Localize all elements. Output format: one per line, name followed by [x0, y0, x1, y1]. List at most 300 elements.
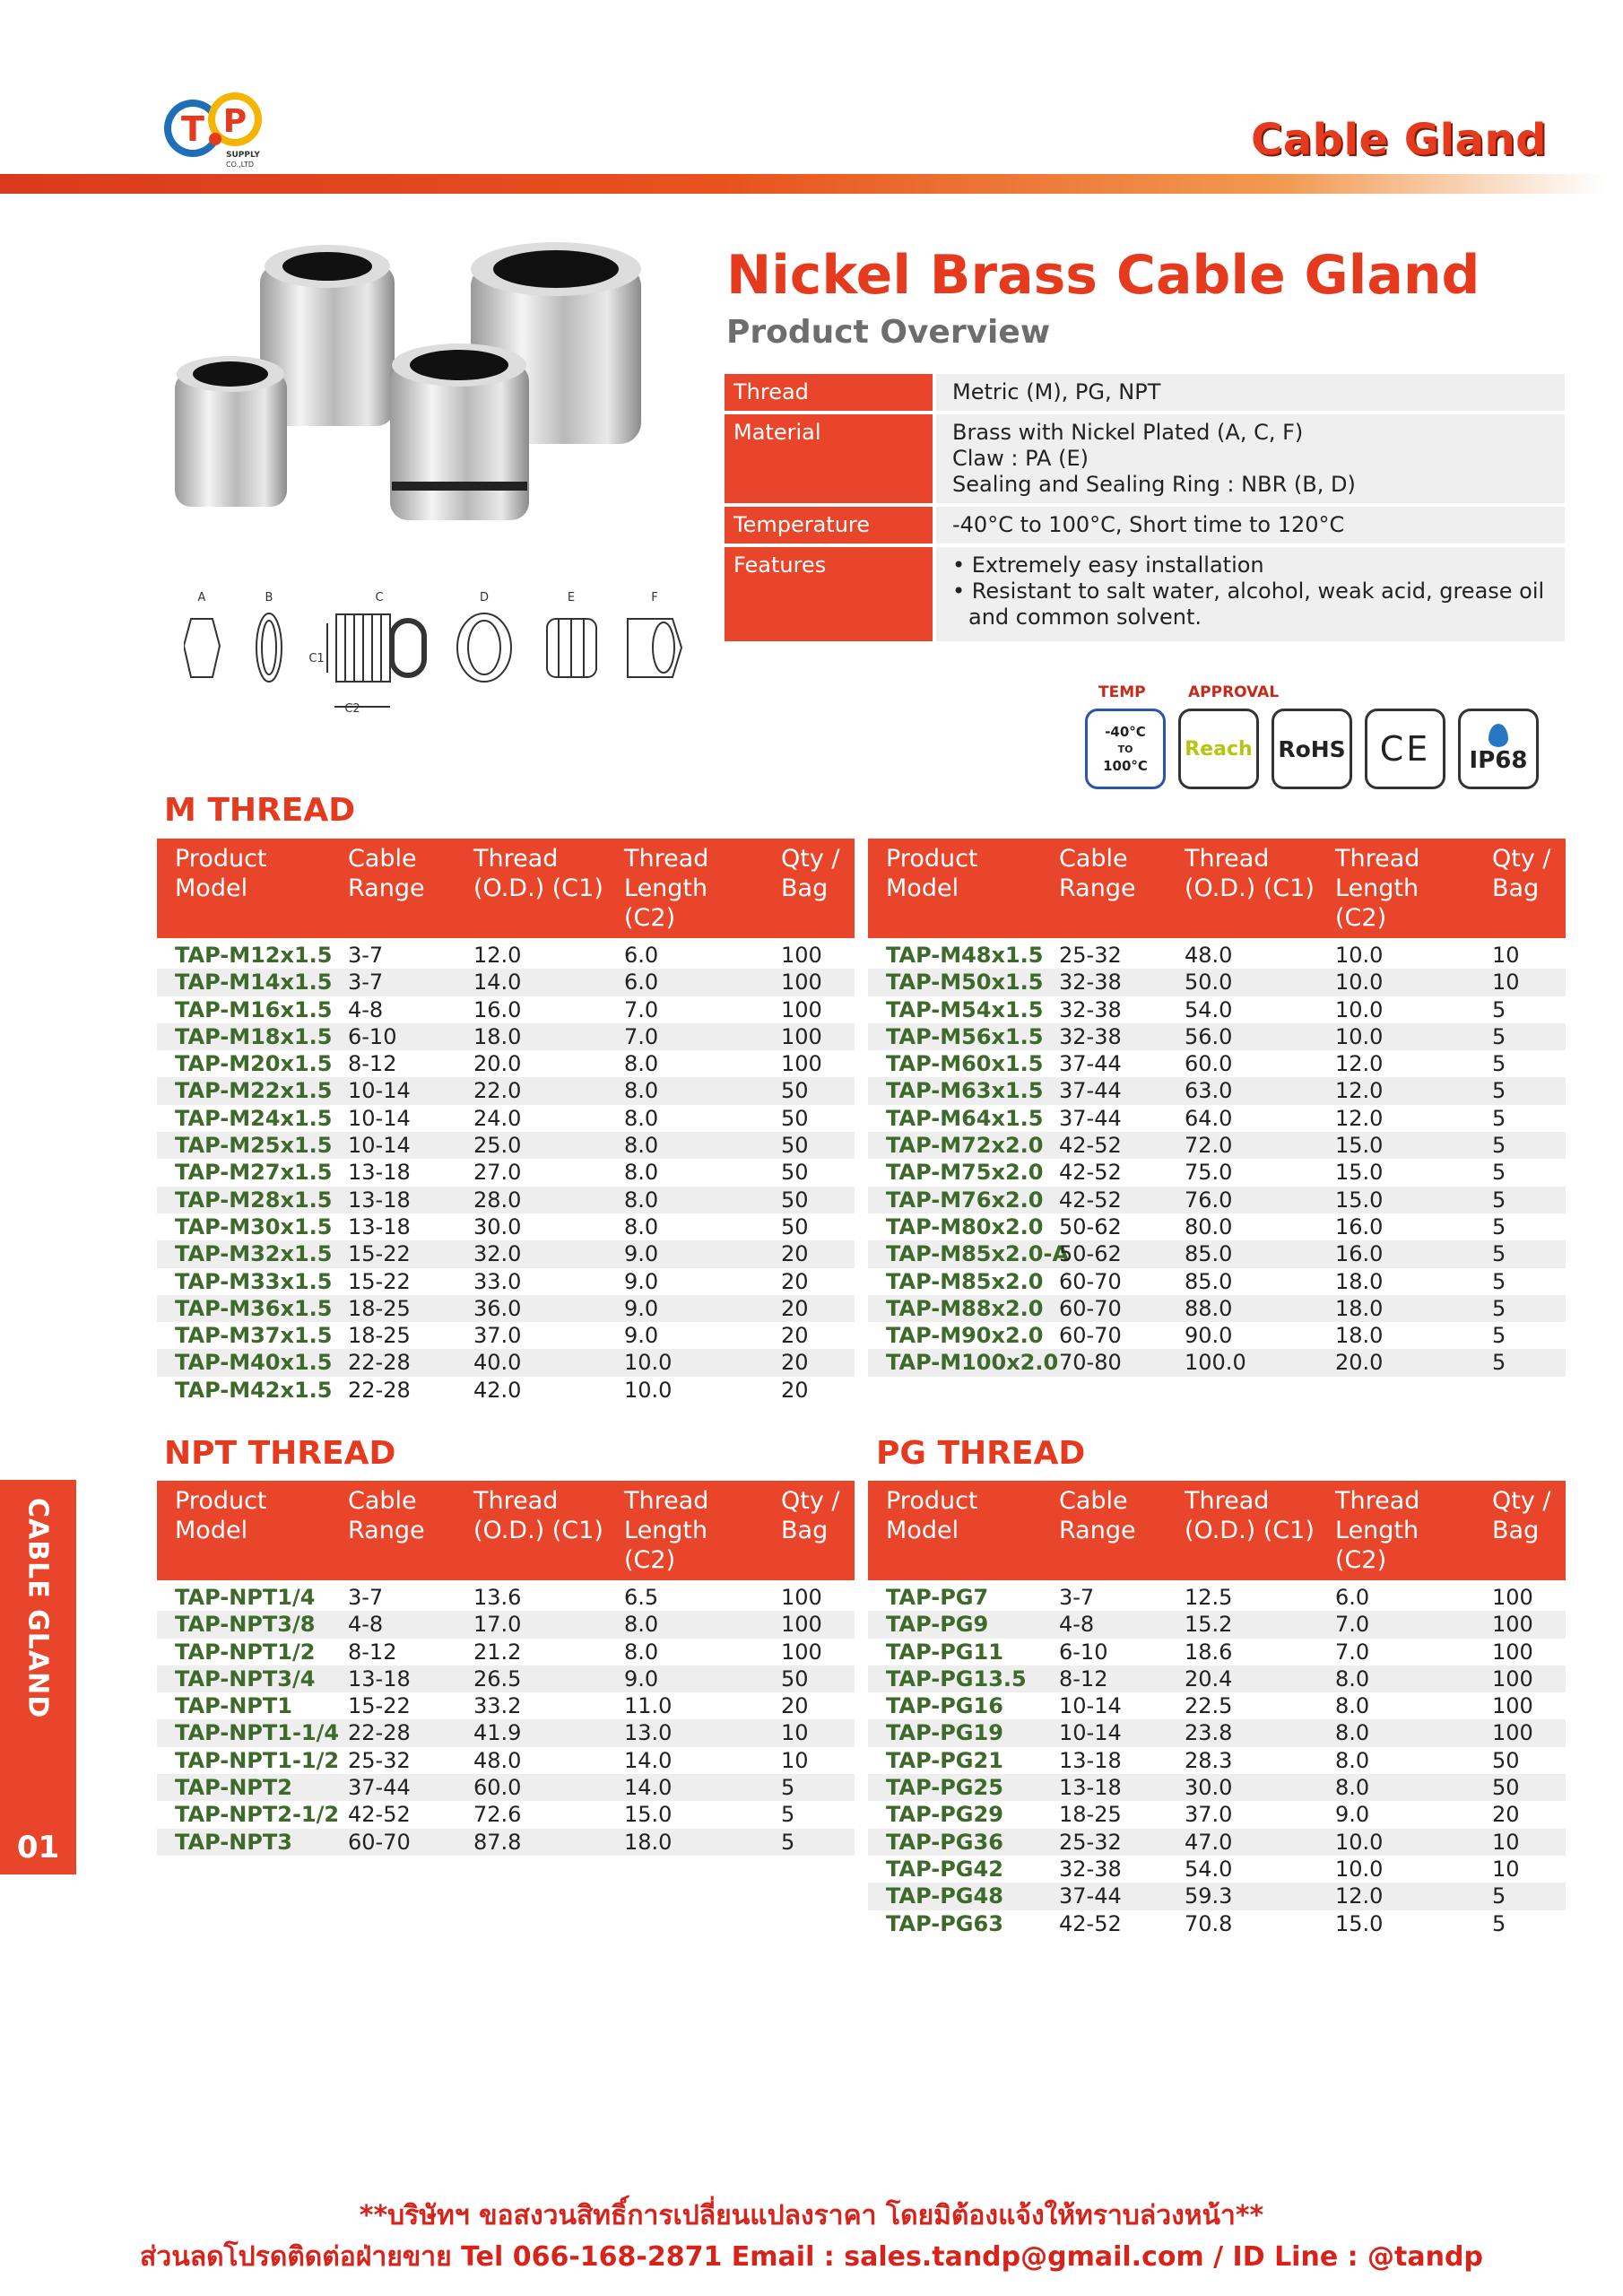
- spec-cell: 25.0: [456, 1132, 606, 1159]
- product-model-cell: TAP-M64x1.5: [868, 1105, 1041, 1132]
- product-model-cell: TAP-M63x1.5: [868, 1077, 1041, 1104]
- table-row: [868, 1159, 1566, 1186]
- product-model-cell: TAP-PG9: [868, 1611, 1041, 1638]
- spec-cell: 24.0: [456, 1105, 606, 1132]
- column-header: Thread (O.D.) (C1): [456, 1481, 606, 1580]
- diagram-label-d: D: [479, 591, 490, 604]
- table-row: [157, 1801, 855, 1828]
- product-model-cell: TAP-M85x2.0-A: [868, 1240, 1041, 1267]
- table-row: [157, 996, 855, 1023]
- ip68-badge: IP68: [1458, 709, 1539, 789]
- spec-cell: 8.0: [606, 1639, 763, 1665]
- table-row: [157, 1050, 855, 1077]
- product-model-cell: TAP-NPT2: [157, 1774, 330, 1801]
- water-drop-icon: [1488, 724, 1508, 747]
- spec-cell: 13-18: [330, 1665, 456, 1692]
- overview-value: -40°C to 100°C, Short time to 120°C: [933, 507, 1565, 544]
- spec-cell: 60.0: [1167, 1050, 1317, 1077]
- column-header: Qty / Bag: [1474, 1481, 1566, 1580]
- spec-cell: 12.0: [1317, 1077, 1474, 1104]
- spec-cell: 18-25: [1041, 1801, 1167, 1828]
- spec-cell: 54.0: [1167, 1856, 1317, 1883]
- spec-cell: 100: [1474, 1639, 1566, 1665]
- spec-cell: 20: [763, 1692, 855, 1719]
- column-header: Product Model: [868, 1481, 1041, 1580]
- m-thread-title: M THREAD: [164, 792, 356, 829]
- product-model-cell: TAP-M32x1.5: [157, 1240, 330, 1267]
- spec-cell: 50.0: [1167, 969, 1317, 996]
- spec-cell: 50: [763, 1159, 855, 1186]
- spec-cell: 4-8: [330, 1611, 456, 1638]
- spec-cell: 100: [763, 1023, 855, 1050]
- product-model-cell: TAP-M48x1.5: [868, 942, 1041, 969]
- spec-cell: 5: [1474, 1322, 1566, 1349]
- table-row: [868, 1132, 1566, 1159]
- spec-cell: 20: [763, 1349, 855, 1376]
- spec-cell: 13-18: [330, 1187, 456, 1213]
- spec-cell: 60-70: [330, 1829, 456, 1856]
- spec-cell: 32-38: [1041, 969, 1167, 996]
- column-header: Thread Length (C2): [1317, 839, 1474, 938]
- spec-cell: 60.0: [456, 1774, 606, 1801]
- spec-cell: 22.5: [1167, 1692, 1317, 1719]
- spec-cell: 12.5: [1167, 1584, 1317, 1611]
- table-row: [157, 1105, 855, 1132]
- spec-cell: 50: [1474, 1774, 1566, 1801]
- spec-cell: 11.0: [606, 1692, 763, 1719]
- spec-cell: 15.0: [1317, 1159, 1474, 1186]
- spec-cell: 18-25: [330, 1295, 456, 1322]
- table-row: [868, 996, 1566, 1023]
- spec-cell: 75.0: [1167, 1159, 1317, 1186]
- spec-cell: 22-28: [330, 1377, 456, 1404]
- spec-cell: 88.0: [1167, 1295, 1317, 1322]
- column-header: Cable Range: [330, 839, 456, 938]
- table-row: [868, 1883, 1566, 1909]
- table-row: [868, 1692, 1566, 1719]
- column-header: Thread (O.D.) (C1): [1167, 839, 1317, 938]
- spec-cell: 5: [1474, 1023, 1566, 1050]
- diagram-label-e: E: [567, 591, 576, 604]
- spec-cell: 13-18: [1041, 1774, 1167, 1801]
- product-model-cell: TAP-M27x1.5: [157, 1159, 330, 1186]
- spec-cell: 5: [1474, 1050, 1566, 1077]
- spec-cell: 32.0: [456, 1240, 606, 1267]
- product-model-cell: TAP-NPT2-1/2: [157, 1801, 330, 1828]
- spec-cell: 42-52: [1041, 1132, 1167, 1159]
- product-model-cell: TAP-M100x2.0: [868, 1349, 1041, 1376]
- spec-cell: 15-22: [330, 1268, 456, 1295]
- spec-cell: 20: [763, 1322, 855, 1349]
- spec-cell: 50-62: [1041, 1213, 1167, 1240]
- spec-cell: 5: [763, 1829, 855, 1856]
- header-title: Cable Gland: [1251, 115, 1547, 165]
- product-model-cell: TAP-M72x2.0: [868, 1132, 1041, 1159]
- spec-cell: 5: [1474, 1159, 1566, 1186]
- approval-label: APPROVAL: [1188, 683, 1280, 701]
- footer-contact: ส่วนลดโปรดติดต่อฝ่ายขาย Tel 066-168-2871 Email : sales.tandp@gmail.com / ID Line : @tandp: [140, 2241, 1483, 2273]
- spec-cell: 8.0: [1317, 1747, 1474, 1774]
- table-row: [868, 1829, 1566, 1856]
- product-model-cell: TAP-PG63: [868, 1910, 1041, 1937]
- column-header: Cable Range: [1041, 1481, 1167, 1580]
- overview-value: Brass with Nickel Plated (A, C, F) Claw : PA (E) Sealing and Sealing Ring : NBR (B, D): [933, 414, 1565, 503]
- product-model-cell: TAP-PG42: [868, 1856, 1041, 1883]
- spec-cell: 14.0: [606, 1774, 763, 1801]
- temperature-badge: -40°C TO 100°C: [1085, 709, 1166, 789]
- spec-cell: 5: [1474, 1213, 1566, 1240]
- spec-cell: 9.0: [606, 1665, 763, 1692]
- spec-cell: 16.0: [1317, 1240, 1474, 1267]
- spec-cell: 8.0: [606, 1077, 763, 1104]
- spec-cell: 12.0: [1317, 1883, 1474, 1909]
- spec-cell: 48.0: [1167, 942, 1317, 969]
- spec-cell: 32-38: [1041, 996, 1167, 1023]
- table-row: [868, 1774, 1566, 1801]
- spec-cell: 20: [763, 1240, 855, 1267]
- product-model-cell: TAP-NPT1/2: [157, 1639, 330, 1665]
- spec-cell: 5: [1474, 1349, 1566, 1376]
- product-model-cell: TAP-NPT3/4: [157, 1665, 330, 1692]
- spec-cell: 42.0: [456, 1377, 606, 1404]
- svg-text:CO.,LTD: CO.,LTD: [226, 161, 255, 169]
- product-model-cell: TAP-M24x1.5: [157, 1105, 330, 1132]
- table-row: [868, 1295, 1566, 1322]
- spec-cell: 6-10: [1041, 1639, 1167, 1665]
- spec-cell: 50: [763, 1213, 855, 1240]
- spec-cell: 9.0: [606, 1240, 763, 1267]
- spec-cell: 18.0: [456, 1023, 606, 1050]
- spec-cell: 10.0: [1317, 1023, 1474, 1050]
- spec-cell: 28.0: [456, 1187, 606, 1213]
- spec-cell: 5: [763, 1774, 855, 1801]
- spec-cell: 8-12: [1041, 1665, 1167, 1692]
- spec-cell: 100: [1474, 1584, 1566, 1611]
- product-model-cell: TAP-M76x2.0: [868, 1187, 1041, 1213]
- spec-cell: 100: [763, 1639, 855, 1665]
- table-row: [868, 1187, 1566, 1213]
- spec-cell: 10.0: [1317, 969, 1474, 996]
- spec-cell: 20: [1474, 1801, 1566, 1828]
- column-header: Cable Range: [330, 1481, 456, 1580]
- table-row: [157, 1747, 855, 1774]
- spec-cell: 64.0: [1167, 1105, 1317, 1132]
- spec-cell: 10.0: [1317, 942, 1474, 969]
- spec-cell: 100: [763, 1050, 855, 1077]
- spec-cell: 3-7: [330, 1584, 456, 1611]
- spec-cell: 25-32: [1041, 1829, 1167, 1856]
- table-row: [868, 1910, 1566, 1937]
- spec-cell: 100: [1474, 1665, 1566, 1692]
- product-title: Nickel Brass Cable Gland: [726, 244, 1480, 307]
- product-model-cell: TAP-M25x1.5: [157, 1132, 330, 1159]
- spec-cell: 13-18: [1041, 1747, 1167, 1774]
- table-row: [868, 1747, 1566, 1774]
- spec-cell: 72.0: [1167, 1132, 1317, 1159]
- product-model-cell: TAP-M37x1.5: [157, 1322, 330, 1349]
- spec-cell: 42-52: [1041, 1159, 1167, 1186]
- diagram-label-b: B: [265, 591, 273, 604]
- spec-cell: 18.0: [1317, 1268, 1474, 1295]
- spec-cell: [1041, 1377, 1167, 1404]
- spec-cell: 5: [1474, 1187, 1566, 1213]
- spec-cell: 59.3: [1167, 1883, 1317, 1909]
- footer-disclaimer: **บริษัทฯ ขอสงวนสิทธิ์การเปลี่ยนแปลงราคา โดยมิต้องแจ้งให้ทราบล่วงหน้า**: [359, 2200, 1264, 2231]
- spec-cell: 50: [763, 1077, 855, 1104]
- product-model-cell: TAP-M30x1.5: [157, 1213, 330, 1240]
- spec-cell: 14.0: [456, 969, 606, 996]
- table-row: [868, 1856, 1566, 1883]
- spec-cell: 13-18: [330, 1159, 456, 1186]
- spec-cell: 18.6: [1167, 1639, 1317, 1665]
- spec-cell: 100: [1474, 1719, 1566, 1746]
- product-model-cell: TAP-M33x1.5: [157, 1268, 330, 1295]
- spec-cell: 27.0: [456, 1159, 606, 1186]
- table-row: [868, 1268, 1566, 1295]
- spec-cell: 9.0: [606, 1268, 763, 1295]
- m-thread-table-right: [868, 839, 1566, 1404]
- spec-cell: 20.4: [1167, 1665, 1317, 1692]
- temp-label: TEMP: [1098, 683, 1146, 701]
- table-row: [157, 969, 855, 996]
- spec-cell: 6.5: [606, 1584, 763, 1611]
- spec-cell: 56.0: [1167, 1023, 1317, 1050]
- product-model-cell: TAP-PG36: [868, 1829, 1041, 1856]
- table-row: [868, 969, 1566, 996]
- spec-cell: 7.0: [606, 1023, 763, 1050]
- spec-cell: 26.5: [456, 1665, 606, 1692]
- spec-cell: 15-22: [330, 1692, 456, 1719]
- spec-cell: 30.0: [1167, 1774, 1317, 1801]
- reach-badge: Reach: [1178, 709, 1259, 789]
- spec-cell: 33.2: [456, 1692, 606, 1719]
- spec-cell: 12.0: [1317, 1050, 1474, 1077]
- spec-cell: 8.0: [606, 1050, 763, 1077]
- spec-cell: 30.0: [456, 1213, 606, 1240]
- spec-cell: 22-28: [330, 1349, 456, 1376]
- spec-cell: 20: [763, 1268, 855, 1295]
- table-row: [157, 1377, 855, 1404]
- spec-cell: 25-32: [330, 1747, 456, 1774]
- spec-cell: 8.0: [606, 1159, 763, 1186]
- spec-cell: 50: [1474, 1747, 1566, 1774]
- spec-cell: 50-62: [1041, 1240, 1167, 1267]
- spec-cell: 48.0: [456, 1747, 606, 1774]
- overview-label: Temperature: [725, 507, 933, 544]
- spec-cell: 10-14: [330, 1077, 456, 1104]
- spec-cell: 6.0: [606, 969, 763, 996]
- table-row: [157, 1187, 855, 1213]
- spec-cell: 28.3: [1167, 1747, 1317, 1774]
- spec-cell: 6.0: [1317, 1584, 1474, 1611]
- spec-cell: 60-70: [1041, 1295, 1167, 1322]
- spec-cell: 10-14: [330, 1105, 456, 1132]
- overview-heading: Product Overview: [726, 314, 1051, 351]
- certification-badges: [1085, 683, 1551, 800]
- table-row: [868, 1665, 1566, 1692]
- spec-cell: 42-52: [1041, 1910, 1167, 1937]
- spec-cell: 5: [763, 1801, 855, 1828]
- spec-cell: 5: [1474, 1883, 1566, 1909]
- spec-cell: 8.0: [1317, 1719, 1474, 1746]
- spec-cell: 22-28: [330, 1719, 456, 1746]
- svg-text:SUPPLY: SUPPLY: [226, 151, 260, 160]
- spec-cell: 3-7: [330, 969, 456, 996]
- column-header: Thread Length (C2): [1317, 1481, 1474, 1580]
- spec-cell: 37-44: [330, 1774, 456, 1801]
- spec-cell: 50: [763, 1132, 855, 1159]
- diagram-label-f: F: [651, 591, 658, 604]
- spec-cell: 10.0: [1317, 996, 1474, 1023]
- column-header: Product Model: [157, 1481, 330, 1580]
- table-row: [157, 1719, 855, 1746]
- table-row: [868, 942, 1566, 969]
- spec-cell: 10.0: [1317, 1829, 1474, 1856]
- spec-cell: 15-22: [330, 1240, 456, 1267]
- spec-cell: 10: [763, 1747, 855, 1774]
- spec-cell: 5: [1474, 1910, 1566, 1937]
- spec-cell: 23.8: [1167, 1719, 1317, 1746]
- table-row: [868, 1639, 1566, 1665]
- product-model-cell: TAP-PG11: [868, 1639, 1041, 1665]
- overview-value: • Extremely easy installation • Resistant to salt water, alcohol, weak acid, grease oil and common solvent.: [933, 547, 1565, 641]
- spec-cell: 20: [763, 1295, 855, 1322]
- spec-cell: 6.0: [606, 942, 763, 969]
- spec-cell: 20.0: [1317, 1349, 1474, 1376]
- spec-cell: 15.0: [1317, 1132, 1474, 1159]
- spec-cell: 42-52: [330, 1801, 456, 1828]
- spec-cell: 15.0: [1317, 1910, 1474, 1937]
- spec-cell: 13-18: [330, 1213, 456, 1240]
- spec-cell: 8.0: [606, 1611, 763, 1638]
- spec-cell: 70-80: [1041, 1349, 1167, 1376]
- spec-cell: 8.0: [606, 1105, 763, 1132]
- spec-cell: 15.0: [606, 1801, 763, 1828]
- table-row: [157, 1611, 855, 1638]
- spec-cell: 8-12: [330, 1639, 456, 1665]
- spec-cell: 7.0: [1317, 1639, 1474, 1665]
- product-model-cell: TAP-M54x1.5: [868, 996, 1041, 1023]
- spec-cell: 3-7: [1041, 1584, 1167, 1611]
- product-model-cell: TAP-PG7: [868, 1584, 1041, 1611]
- product-model-cell: TAP-PG19: [868, 1719, 1041, 1746]
- ce-badge: CE: [1365, 709, 1445, 789]
- spec-cell: 12.0: [456, 942, 606, 969]
- spec-cell: 100.0: [1167, 1349, 1317, 1376]
- spec-cell: 17.0: [456, 1611, 606, 1638]
- product-model-cell: TAP-M80x2.0: [868, 1213, 1041, 1240]
- spec-cell: 100: [763, 942, 855, 969]
- spec-cell: 6-10: [330, 1023, 456, 1050]
- table-row: [157, 1023, 855, 1050]
- spec-cell: 8.0: [1317, 1774, 1474, 1801]
- table-row: [868, 1240, 1566, 1267]
- spec-cell: 7.0: [1317, 1611, 1474, 1638]
- diagram-dim-c1: C1: [308, 652, 325, 665]
- product-model-cell: TAP-M16x1.5: [157, 996, 330, 1023]
- spec-cell: 10.0: [1317, 1856, 1474, 1883]
- table-row: [157, 1132, 855, 1159]
- spec-cell: 8.0: [1317, 1665, 1474, 1692]
- spec-cell: 9.0: [1317, 1801, 1474, 1828]
- spec-cell: 41.9: [456, 1719, 606, 1746]
- product-model-cell: TAP-M18x1.5: [157, 1023, 330, 1050]
- column-header: Thread (O.D.) (C1): [456, 839, 606, 938]
- page-number: 01: [0, 1821, 76, 1874]
- spec-cell: 10: [763, 1719, 855, 1746]
- table-row: [868, 1077, 1566, 1104]
- column-header: Qty / Bag: [763, 1481, 855, 1580]
- product-model-cell: TAP-M20x1.5: [157, 1050, 330, 1077]
- spec-cell: 4-8: [1041, 1611, 1167, 1638]
- table-row: [868, 1584, 1566, 1611]
- table-row: [868, 1719, 1566, 1746]
- company-logo: [161, 85, 278, 170]
- product-model-cell: TAP-NPT3: [157, 1829, 330, 1856]
- spec-cell: 5: [1474, 1105, 1566, 1132]
- spec-cell: 10: [1474, 1829, 1566, 1856]
- spec-cell: 7.0: [606, 996, 763, 1023]
- table-row: [157, 1240, 855, 1267]
- spec-cell: 10: [1474, 1856, 1566, 1883]
- spec-cell: 10-14: [330, 1132, 456, 1159]
- spec-cell: 37-44: [1041, 1105, 1167, 1132]
- spec-cell: 76.0: [1167, 1187, 1317, 1213]
- product-model-cell: TAP-M50x1.5: [868, 969, 1041, 996]
- spec-cell: 5: [1474, 1268, 1566, 1295]
- product-model-cell: TAP-PG21: [868, 1747, 1041, 1774]
- product-model-cell: TAP-M36x1.5: [157, 1295, 330, 1322]
- spec-cell: 32-38: [1041, 1856, 1167, 1883]
- table-row: [157, 1639, 855, 1665]
- product-model-cell: [868, 1377, 1041, 1404]
- spec-cell: 100: [763, 969, 855, 996]
- spec-cell: 8.0: [606, 1213, 763, 1240]
- spec-cell: 18-25: [330, 1322, 456, 1349]
- spec-cell: 60-70: [1041, 1268, 1167, 1295]
- side-tab-label: CABLE GLAND: [22, 1498, 54, 1719]
- spec-cell: 50: [763, 1187, 855, 1213]
- table-row: [157, 1692, 855, 1719]
- spec-cell: 18.0: [606, 1829, 763, 1856]
- spec-cell: 20: [763, 1377, 855, 1404]
- svg-text:P: P: [222, 103, 247, 140]
- table-row: [868, 1377, 1566, 1404]
- column-header: Thread (O.D.) (C1): [1167, 1481, 1317, 1580]
- column-header: Product Model: [868, 839, 1041, 938]
- pg-thread-title: PG THREAD: [876, 1435, 1086, 1472]
- table-row: [157, 1322, 855, 1349]
- spec-cell: 87.8: [456, 1829, 606, 1856]
- table-row: [157, 942, 855, 969]
- spec-cell: 10.0: [606, 1377, 763, 1404]
- header-divider: [0, 174, 1605, 194]
- spec-cell: 5: [1474, 1132, 1566, 1159]
- spec-cell: 37.0: [1167, 1801, 1317, 1828]
- pg-thread-table: [868, 1481, 1566, 1937]
- spec-cell: 100: [763, 996, 855, 1023]
- product-model-cell: TAP-NPT3/8: [157, 1611, 330, 1638]
- product-model-cell: TAP-M22x1.5: [157, 1077, 330, 1104]
- product-model-cell: TAP-M28x1.5: [157, 1187, 330, 1213]
- spec-cell: 20.0: [456, 1050, 606, 1077]
- spec-cell: 70.8: [1167, 1910, 1317, 1937]
- table-row: [157, 1665, 855, 1692]
- spec-cell: 37.0: [456, 1322, 606, 1349]
- spec-cell: 5: [1474, 1077, 1566, 1104]
- table-row: [868, 1611, 1566, 1638]
- column-header: Thread Length (C2): [606, 1481, 763, 1580]
